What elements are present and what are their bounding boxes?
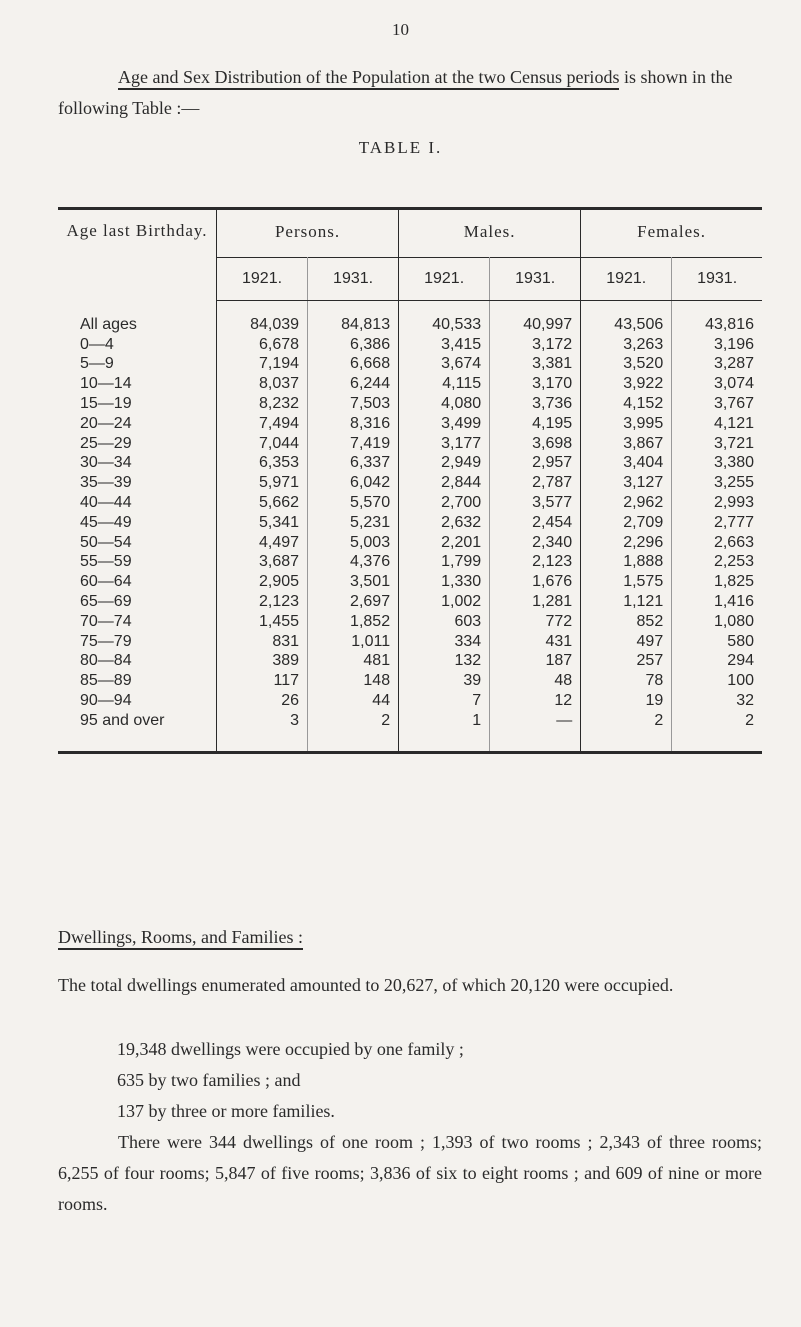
age-group-cell: All ages xyxy=(58,301,217,335)
table-row xyxy=(58,671,762,691)
count-cell: 43,506 xyxy=(581,301,672,335)
count-cell: 100 xyxy=(727,672,754,690)
count-cell: 1,799 xyxy=(399,553,490,573)
list-item: 19,348 dwellings were occupied by one family ; xyxy=(117,1039,464,1059)
count-cell: 603 xyxy=(399,612,490,632)
census-table xyxy=(58,207,762,754)
count-cell: 1,002 xyxy=(399,592,490,612)
count-cell: 187 xyxy=(490,652,581,672)
count-cell: 257 xyxy=(581,652,672,672)
count-cell: 3,404 xyxy=(581,454,672,474)
table-row xyxy=(58,572,762,592)
count-cell: 78 xyxy=(581,671,672,691)
count-cell: 3,721 xyxy=(713,434,754,452)
count-cell: 3,381 xyxy=(490,355,581,375)
age-group-cell: 80—84 xyxy=(58,652,217,672)
table-row xyxy=(58,374,762,394)
section-title-text: Dwellings, Rooms, and Families : xyxy=(58,927,303,950)
count-cell: 2 xyxy=(581,711,672,731)
count-cell: 84,813 xyxy=(308,301,399,335)
count-cell: 2,787 xyxy=(490,473,581,493)
age-group-cell: 10—14 xyxy=(58,374,217,394)
year-header: 1931. xyxy=(672,258,762,301)
count-cell: 3,172 xyxy=(490,335,581,355)
count-cell: 3,177 xyxy=(399,434,490,454)
count-cell: 4,376 xyxy=(308,553,399,573)
persons-header: Persons. xyxy=(217,209,399,258)
count-cell: 2,201 xyxy=(399,533,490,553)
age-group-cell: 75—79 xyxy=(58,632,217,652)
table-row xyxy=(58,592,762,612)
year-header: 1931. xyxy=(308,258,399,301)
count-cell: 5,231 xyxy=(308,513,399,533)
count-cell: 12 xyxy=(490,691,581,711)
count-cell: 2,949 xyxy=(399,454,490,474)
age-group-cell: 95 and over xyxy=(58,711,217,731)
count-cell: 3,867 xyxy=(581,434,672,454)
age-group-cell: 60—64 xyxy=(58,572,217,592)
count-cell: 84,039 xyxy=(217,301,308,335)
rule-cell xyxy=(58,731,217,752)
table-row xyxy=(58,632,762,652)
count-cell: 6,353 xyxy=(217,454,308,474)
count-cell: 6,042 xyxy=(308,473,399,493)
age-group-cell: 15—19 xyxy=(58,394,217,414)
count-cell: 2 xyxy=(745,711,754,729)
count-cell: 852 xyxy=(581,612,672,632)
count-cell: 1,011 xyxy=(308,632,399,652)
table-row xyxy=(58,711,762,731)
count-cell: 4,080 xyxy=(399,394,490,414)
count-cell: 40,997 xyxy=(490,301,581,335)
count-cell: 2,905 xyxy=(217,572,308,592)
count-cell: 831 xyxy=(217,632,308,652)
rule-cell xyxy=(217,731,308,752)
count-cell: 2,123 xyxy=(217,592,308,612)
count-cell: 32 xyxy=(736,692,754,710)
table-row xyxy=(58,652,762,672)
table-row xyxy=(58,355,762,375)
age-group-cell: 90—94 xyxy=(58,691,217,711)
count-cell: 3,170 xyxy=(490,374,581,394)
count-cell: 8,316 xyxy=(308,414,399,434)
count-cell: 6,386 xyxy=(308,335,399,355)
count-cell: 3,520 xyxy=(581,355,672,375)
age-column-header: Age last Birthday. xyxy=(58,209,217,301)
count-cell: 3,767 xyxy=(713,395,754,413)
table-row xyxy=(58,434,762,454)
table-row xyxy=(58,612,762,632)
age-group-cell: 65—69 xyxy=(58,592,217,612)
count-cell: 26 xyxy=(217,691,308,711)
table-row xyxy=(58,414,762,434)
table-row xyxy=(58,513,762,533)
count-cell: 2,340 xyxy=(490,533,581,553)
count-cell: 1,888 xyxy=(581,553,672,573)
year-header: 1921. xyxy=(217,258,308,301)
count-cell: 389 xyxy=(217,652,308,672)
count-cell: 3,074 xyxy=(713,375,754,393)
age-group-cell: 85—89 xyxy=(58,671,217,691)
intro-rest-text: is shown in the following Table :— xyxy=(58,67,733,118)
total-dwellings-paragraph: The total dwellings enumerated amounted to 20,627, of which 20,120 were occupied. xyxy=(58,975,674,995)
count-cell: 2,957 xyxy=(490,454,581,474)
count-cell: 1,852 xyxy=(308,612,399,632)
count-cell: 117 xyxy=(217,671,308,691)
table-row xyxy=(58,533,762,553)
count-cell: 5,570 xyxy=(308,493,399,513)
count-cell: 4,115 xyxy=(399,374,490,394)
count-cell: 2,454 xyxy=(490,513,581,533)
count-cell: 431 xyxy=(490,632,581,652)
count-cell: 3,196 xyxy=(713,335,754,353)
count-cell: 7,503 xyxy=(308,394,399,414)
count-cell: 3,127 xyxy=(581,473,672,493)
count-cell: 3,499 xyxy=(399,414,490,434)
count-cell: 1,575 xyxy=(581,572,672,592)
count-cell: 334 xyxy=(399,632,490,652)
count-cell: 39 xyxy=(399,671,490,691)
table-row xyxy=(58,691,762,711)
count-cell: 132 xyxy=(399,652,490,672)
count-cell: 6,244 xyxy=(308,374,399,394)
count-cell: 580 xyxy=(727,632,754,650)
age-group-cell: 35—39 xyxy=(58,473,217,493)
intro-paragraph xyxy=(58,62,758,124)
females-header: Females. xyxy=(637,222,707,241)
age-group-cell: 20—24 xyxy=(58,414,217,434)
count-cell: 2,632 xyxy=(399,513,490,533)
count-cell: 19 xyxy=(581,691,672,711)
age-group-cell: 0—4 xyxy=(58,335,217,355)
count-cell: 5,971 xyxy=(217,473,308,493)
table-row xyxy=(58,394,762,414)
count-cell: 1,455 xyxy=(217,612,308,632)
table-title: TABLE I. xyxy=(358,138,443,157)
count-cell: 6,668 xyxy=(308,355,399,375)
count-cell: 2,709 xyxy=(581,513,672,533)
table-row xyxy=(58,493,762,513)
count-cell: 1,080 xyxy=(713,612,754,630)
count-cell: 8,232 xyxy=(217,394,308,414)
count-cell: 772 xyxy=(490,612,581,632)
count-cell: 8,037 xyxy=(217,374,308,394)
count-cell: 2,253 xyxy=(713,553,754,571)
intro-underlined-text: Age and Sex Distribution of the Population at the two Census periods xyxy=(118,67,619,90)
count-cell: 7,494 xyxy=(217,414,308,434)
rule-cell xyxy=(399,731,490,752)
age-group-cell: 50—54 xyxy=(58,533,217,553)
table-row xyxy=(58,335,762,355)
count-cell: 1,676 xyxy=(490,572,581,592)
count-cell: 481 xyxy=(308,652,399,672)
year-header: 1931. xyxy=(490,258,581,301)
section-title xyxy=(58,927,303,948)
year-header: 1921. xyxy=(581,258,672,301)
age-group-cell: 45—49 xyxy=(58,513,217,533)
count-cell: 3,995 xyxy=(581,414,672,434)
count-cell: 1,330 xyxy=(399,572,490,592)
count-cell: 2,697 xyxy=(308,592,399,612)
count-cell: 4,195 xyxy=(490,414,581,434)
count-cell: 2,962 xyxy=(581,493,672,513)
count-cell: 3,736 xyxy=(490,394,581,414)
count-cell: 1 xyxy=(399,711,490,731)
rooms-paragraph: There were 344 dwellings of one room ; 1,393 of two rooms ; 2,343 of three rooms; 6,255 of four rooms; 5,847 of five rooms; 3,836 of six to eight rooms ; and 609 of nine or more rooms. xyxy=(58,1132,762,1214)
count-cell: 7 xyxy=(399,691,490,711)
age-group-cell: 5—9 xyxy=(58,355,217,375)
count-cell: 294 xyxy=(727,652,754,670)
list-item: 635 by two families ; and xyxy=(117,1070,301,1090)
count-cell: 6,678 xyxy=(217,335,308,355)
count-cell: 3,674 xyxy=(399,355,490,375)
count-cell: 44 xyxy=(308,691,399,711)
count-cell: 43,816 xyxy=(705,315,754,333)
age-group-cell: 40—44 xyxy=(58,493,217,513)
count-cell: 7,044 xyxy=(217,434,308,454)
count-cell: 1,121 xyxy=(581,592,672,612)
rule-cell xyxy=(308,731,399,752)
age-group-cell: 70—74 xyxy=(58,612,217,632)
count-cell: 3,380 xyxy=(713,454,754,472)
count-cell: 40,533 xyxy=(399,301,490,335)
table-bottom-rule xyxy=(58,731,762,752)
count-cell: 4,152 xyxy=(581,394,672,414)
count-cell: 5,662 xyxy=(217,493,308,513)
count-cell: 5,003 xyxy=(308,533,399,553)
count-cell: 48 xyxy=(490,671,581,691)
count-cell: 3,577 xyxy=(490,493,581,513)
count-cell: 5,341 xyxy=(217,513,308,533)
count-cell: 3,415 xyxy=(399,335,490,355)
rule-cell xyxy=(672,731,762,752)
count-cell: 3,287 xyxy=(713,355,754,373)
count-cell: 3 xyxy=(217,711,308,731)
table-row xyxy=(58,454,762,474)
count-cell: 2 xyxy=(308,711,399,731)
count-cell: — xyxy=(490,711,581,731)
count-cell: 4,497 xyxy=(217,533,308,553)
count-cell: 2,123 xyxy=(490,553,581,573)
family-occupancy-list xyxy=(117,1034,757,1127)
count-cell: 1,825 xyxy=(713,573,754,591)
age-group-cell: 25—29 xyxy=(58,434,217,454)
count-cell: 2,663 xyxy=(713,533,754,551)
count-cell: 3,255 xyxy=(713,474,754,492)
count-cell: 4,121 xyxy=(713,414,754,432)
count-cell: 2,844 xyxy=(399,473,490,493)
count-cell: 497 xyxy=(581,632,672,652)
count-cell: 2,296 xyxy=(581,533,672,553)
count-cell: 3,501 xyxy=(308,572,399,592)
rule-cell xyxy=(581,731,672,752)
count-cell: 3,263 xyxy=(581,335,672,355)
count-cell: 1,281 xyxy=(490,592,581,612)
page-number: 10 xyxy=(392,20,409,39)
table-row xyxy=(58,553,762,573)
count-cell: 3,922 xyxy=(581,374,672,394)
age-group-cell: 55—59 xyxy=(58,553,217,573)
count-cell: 7,419 xyxy=(308,434,399,454)
count-cell: 6,337 xyxy=(308,454,399,474)
count-cell: 3,687 xyxy=(217,553,308,573)
count-cell: 7,194 xyxy=(217,355,308,375)
count-cell: 2,777 xyxy=(713,513,754,531)
count-cell: 2,993 xyxy=(713,494,754,512)
rule-cell xyxy=(490,731,581,752)
table-row xyxy=(58,301,762,335)
count-cell: 1,416 xyxy=(713,593,754,611)
age-group-cell: 30—34 xyxy=(58,454,217,474)
year-header: 1921. xyxy=(399,258,490,301)
count-cell: 2,700 xyxy=(399,493,490,513)
males-header: Males. xyxy=(399,209,581,258)
list-item: 137 by three or more families. xyxy=(117,1101,335,1121)
count-cell: 148 xyxy=(308,671,399,691)
table-row xyxy=(58,473,762,493)
count-cell: 3,698 xyxy=(490,434,581,454)
